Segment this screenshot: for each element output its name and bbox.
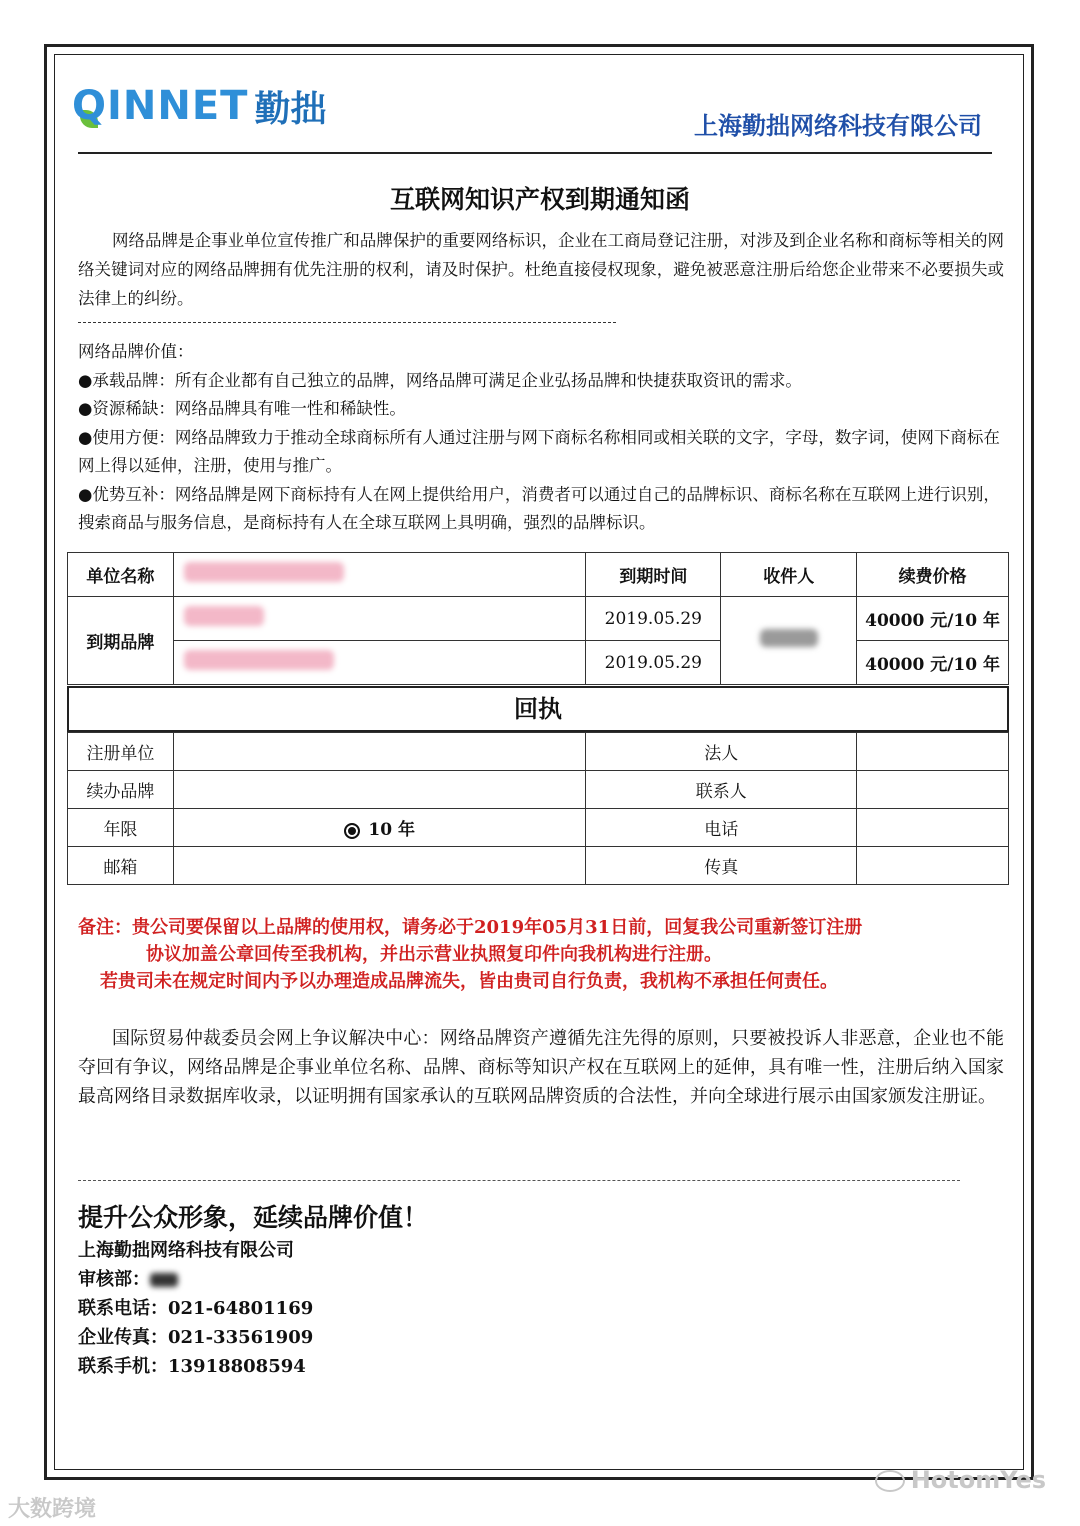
legal-rep-field[interactable] [857, 733, 1009, 771]
wechat-icon [875, 1470, 905, 1492]
receipt-heading: 回执 [67, 686, 1009, 732]
price-label: 续费价格 [857, 553, 1009, 597]
table-row [68, 597, 1009, 641]
logo-cn: 勤拙 [254, 88, 327, 130]
value-item: ●使用方便：网络品牌致力于推动全球商标所有人通过注册与网下商标名称相同或相关联的文字，字母，数字词，使网下商标在网上得以延伸，注册，使用与推广。 [78, 427, 1000, 475]
contact-block [78, 1236, 313, 1381]
renew-brand-field[interactable] [173, 771, 586, 809]
contact-mobile: 联系手机：13918808594 [78, 1356, 306, 1377]
form-label: 传真 [586, 847, 857, 885]
form-label: 法人 [586, 733, 857, 771]
brand-value-redacted [173, 641, 586, 685]
reviewer-redacted [150, 1273, 178, 1287]
phone-field[interactable] [857, 809, 1009, 847]
watermark-left: 大数跨境 [8, 1497, 97, 1522]
brand-values [78, 338, 1004, 538]
table-row [68, 641, 1009, 685]
receipt-form [67, 732, 1009, 885]
arbitration-paragraph: 国际贸易仲裁委员会网上争议解决中心：网络品牌资产遵循先注先得的原则，只要被投诉人非恶意，企业也不能夺回有争议，网络品牌是企事业单位名称、品牌、商标等知识产权在互联网上的延伸，具有唯一性，注册后纳入国家最高网络目录数据库收录，以证明拥有国家承认的互联网品牌资质的合法性，并向全球进行展示由国家颁发注册证。 [78, 1028, 1004, 1107]
contact-company: 上海勤拙网络科技有限公司 [78, 1240, 294, 1261]
contact-person-field[interactable] [857, 771, 1009, 809]
expiry-date: 2019.05.29 [586, 641, 721, 685]
unit-value-redacted [173, 553, 586, 597]
form-label: 邮箱 [68, 847, 174, 885]
header-divider [78, 152, 992, 154]
contact-review: 审核部： [78, 1265, 313, 1294]
values-heading: 网络品牌价值： [78, 342, 194, 361]
logo-text: QINNET [72, 83, 249, 129]
watermark-right: HotomYes [875, 1466, 1046, 1494]
contact-fax: 企业传真：021-33561909 [78, 1327, 314, 1348]
form-label: 联系人 [586, 771, 857, 809]
term-value: 10 年 [368, 820, 415, 840]
form-row [68, 771, 1009, 809]
term-option[interactable] [173, 809, 586, 847]
form-row [68, 733, 1009, 771]
intro-paragraph: 网络品牌是企事业单位宣传推广和品牌保护的重要网络标识，企业在工商局登记注册，对涉及到企业名称和商标等相关的网络关键词对应的网络品牌拥有优先注册的权利，请及时保护。杜绝直接侵权现象，避免被恶意注册后给您企业带来不必要损失或法律上的纠纷。 [78, 231, 1004, 308]
expiry-table [67, 552, 1009, 685]
expiry-label: 到期时间 [586, 553, 721, 597]
brand-label: 到期品牌 [68, 597, 174, 685]
remark-line: 备注：贵公司要保留以上品牌的使用权，请务必于2019年05月31日前，回复我公司重新签订注册 [78, 917, 863, 938]
expiry-date: 2019.05.29 [586, 597, 721, 641]
email-field[interactable] [173, 847, 586, 885]
remark-line: 协议加盖公章回传至我机构，并出示营业执照复印件向我机构进行注册。 [146, 944, 722, 965]
dashed-divider [78, 322, 616, 323]
form-label: 续办品牌 [68, 771, 174, 809]
recipient-label: 收件人 [721, 553, 857, 597]
value-item: ●资源稀缺：网络品牌具有唯一性和稀缺性。 [78, 399, 406, 418]
document-title: 互联网知识产权到期通知函 [389, 185, 690, 214]
form-label: 年限 [68, 809, 174, 847]
table-row [68, 553, 1009, 597]
company-logo [72, 80, 327, 132]
brand-value-redacted [173, 597, 586, 641]
value-item: ●承载品牌：所有企业都有自己独立的品牌，网络品牌可满足企业弘扬品牌和快捷获取资讯的需求。 [78, 370, 802, 390]
unit-label: 单位名称 [68, 553, 174, 597]
registrant-field[interactable] [173, 733, 586, 771]
form-row [68, 847, 1009, 885]
renewal-price: 40000 元/10 年 [857, 641, 1009, 685]
dashed-divider [78, 1180, 960, 1181]
form-label: 电话 [586, 809, 857, 847]
recipient-value-redacted [721, 597, 857, 685]
fax-field[interactable] [857, 847, 1009, 885]
renewal-price: 40000 元/10 年 [857, 597, 1009, 641]
form-row [68, 809, 1009, 847]
contact-phone: 联系电话：021-64801169 [78, 1298, 314, 1319]
header-company-name: 上海勤拙网络科技有限公司 [694, 111, 982, 140]
remark-line: 若贵司未在规定时间内予以办理造成品牌流失，皆由贵司自行负责，我机构不承担任何责任。 [100, 971, 838, 992]
slogan: 提升公众形象，延续品牌价值！ [78, 1203, 429, 1232]
value-item: ●优势互补：网络品牌是网下商标持有人在网上提供给用户，消费者可以通过自己的品牌标识、商标名称在互联网上进行识别，搜索商品与服务信息，是商标持有人在全球互联网上具明确，强烈的品牌标识。 [78, 484, 1000, 532]
remark-block [78, 914, 1008, 995]
radio-selected-icon[interactable] [344, 823, 360, 839]
form-label: 注册单位 [68, 733, 174, 771]
